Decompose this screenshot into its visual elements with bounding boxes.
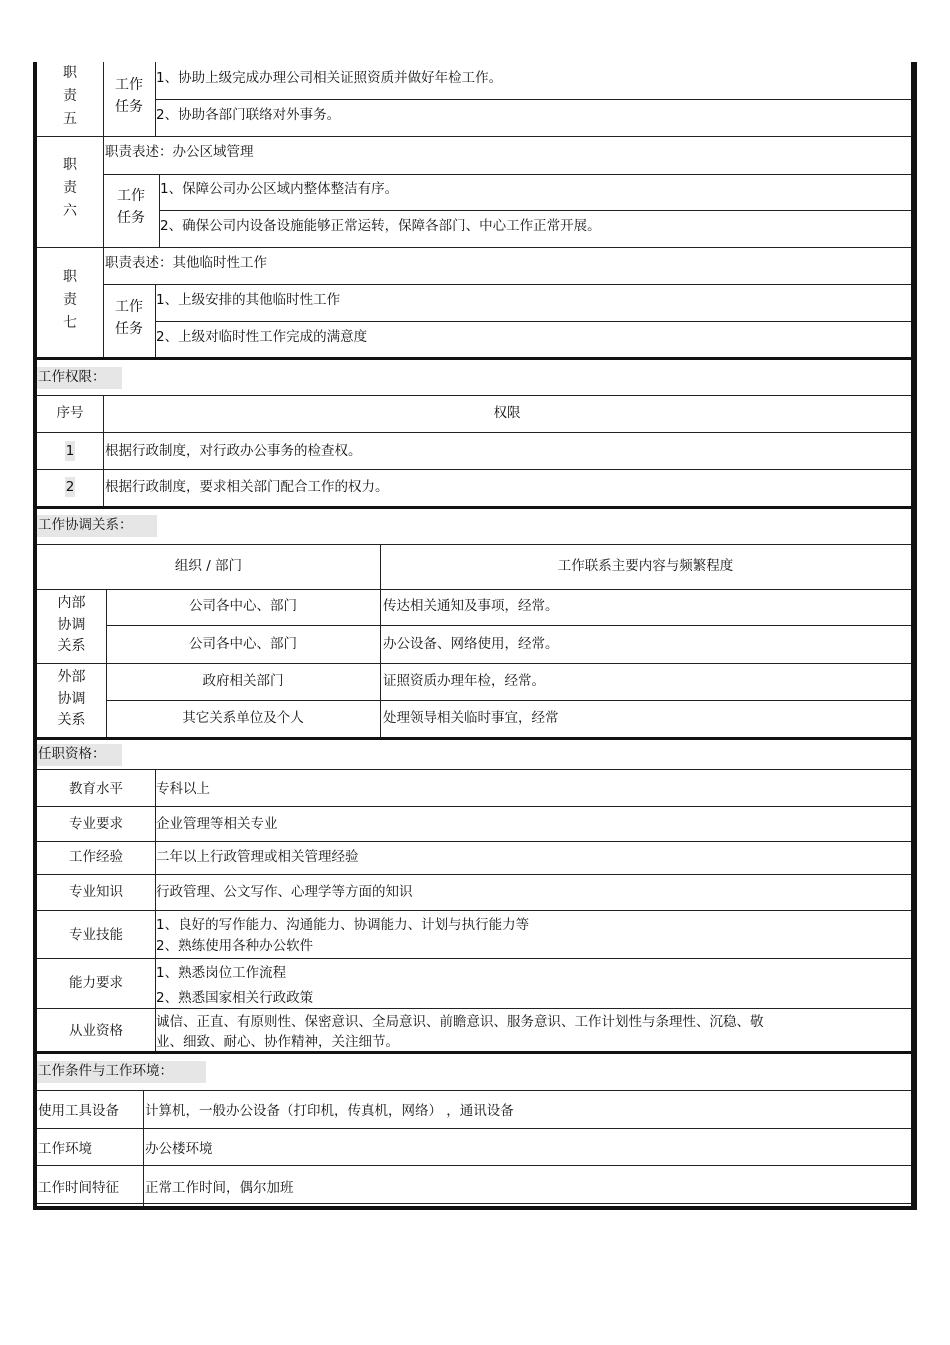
coordination-row-1-content: 传达相关通知及事项，经常。 (383, 598, 559, 614)
qualification-section-title: 任职资格： (38, 746, 106, 762)
qualification-education-value: 专科以上 (156, 781, 210, 797)
duty-7-label: 职 责 七 (63, 269, 77, 331)
authority-row-1-text: 根据行政制度，对行政办公事务的检查权。 (105, 443, 362, 459)
qualification-experience-value: 二年以上行政管理或相关管理经验 (156, 849, 359, 865)
duty-6-task-1: 1、保障公司办公区域内整体整洁有序。 (160, 181, 399, 197)
conditions-environment-value: 办公楼环境 (145, 1141, 213, 1157)
qualification-major-label: 专业要求 (69, 816, 123, 832)
conditions-section-title: 工作条件与工作环境： (38, 1063, 173, 1079)
qualification-experience-label: 工作经验 (69, 849, 123, 865)
conditions-hours-label: 工作时间特征 (38, 1180, 119, 1196)
authority-col-authority: 权限 (493, 405, 521, 421)
authority-col-number: 序号 (56, 405, 84, 421)
qualification-skills-value: 1、良好的写作能力、沟通能力、协调能力、计划与执行能力等 2、熟练使用各种办公软件 (156, 917, 530, 954)
qualification-major-value: 企业管理等相关专业 (156, 816, 278, 832)
coordination-row-3-content: 证照资质办理年检，经常。 (383, 673, 545, 689)
coordination-row-4-org: 其它关系单位及个人 (182, 710, 304, 726)
duty-5-task-1: 1、协助上级完成办理公司相关证照资质并做好年检工作。 (156, 70, 503, 86)
authority-row-2-number: 2 (65, 479, 75, 495)
duty-5-task-2: 2、协助各部门联络对外事务。 (156, 107, 341, 123)
coordination-row-2-content: 办公设备、网络使用，经常。 (383, 636, 559, 652)
qualification-ability-label: 能力要求 (69, 975, 123, 991)
frame-bottom-border (33, 1206, 917, 1210)
conditions-tools-label: 使用工具设备 (38, 1103, 119, 1119)
duty-6-task-2: 2、确保公司内设备设施能够正常运转，保障各部门、中心工作正常开展。 (160, 218, 601, 234)
coordination-section-title: 工作协调关系： (38, 517, 133, 533)
duty-7-statement: 职责表述：其他临时性工作 (105, 255, 267, 271)
coordination-row-2-org: 公司各中心、部门 (189, 636, 297, 652)
coordination-row-1-org: 公司各中心、部门 (189, 598, 297, 614)
qualification-certification-value: 诚信、正直、有原则性、保密意识、全局意识、前瞻意识、服务意识、工作计划性与条理性、沉稳、敬 业、细致、耐心、协作精神，关注细节。 (156, 1014, 764, 1050)
coordination-col-org: 组织 / 部门 (174, 558, 243, 574)
qualification-knowledge-value: 行政管理、公文写作、心理学等方面的知识 (156, 884, 413, 900)
duty-6-statement: 职责表述：办公区域管理 (105, 144, 254, 160)
duty-6-label: 职 责 六 (63, 157, 77, 219)
authority-row-1-number: 1 (65, 443, 75, 459)
frame-right-border (911, 62, 917, 1210)
conditions-tools-value: 计算机，一般办公设备（打印机，传真机，网络） ，通讯设备 (145, 1103, 514, 1119)
coordination-external-label: 外部 协调 关系 (57, 669, 86, 728)
coordination-internal-label: 内部 协调 关系 (57, 595, 86, 654)
authority-row-2-text: 根据行政制度，要求相关部门配合工作的权力。 (105, 479, 389, 495)
qualification-ability-value: 1、熟悉岗位工作流程 2、熟悉国家相关行政政策 (156, 965, 314, 1006)
authority-section-title: 工作权限： (38, 369, 106, 385)
duty-7-task-2: 2、上级对临时性工作完成的满意度 (156, 329, 368, 345)
duty-6-task-label: 工作 任务 (117, 188, 145, 226)
qualification-knowledge-label: 专业知识 (69, 884, 123, 900)
qualification-education-label: 教育水平 (69, 781, 123, 797)
duty-7-task-1: 1、上级安排的其他临时性工作 (156, 292, 341, 308)
job-description-document (33, 62, 918, 1210)
duty-5-task-label: 工作 任务 (115, 77, 143, 115)
coordination-row-4-content: 处理领导相关临时事宜，经常 (383, 710, 559, 726)
conditions-hours-value: 正常工作时间，偶尔加班 (145, 1180, 294, 1196)
coordination-col-content: 工作联系主要内容与频繁程度 (557, 558, 734, 574)
duty-7-task-label: 工作 任务 (115, 299, 143, 337)
duty-5-label: 职 责 五 (63, 65, 77, 127)
coordination-row-3-org: 政府相关部门 (202, 673, 284, 689)
qualification-certification-label: 从业资格 (69, 1023, 123, 1039)
conditions-environment-label: 工作环境 (38, 1141, 92, 1157)
qualification-skills-label: 专业技能 (69, 927, 123, 943)
